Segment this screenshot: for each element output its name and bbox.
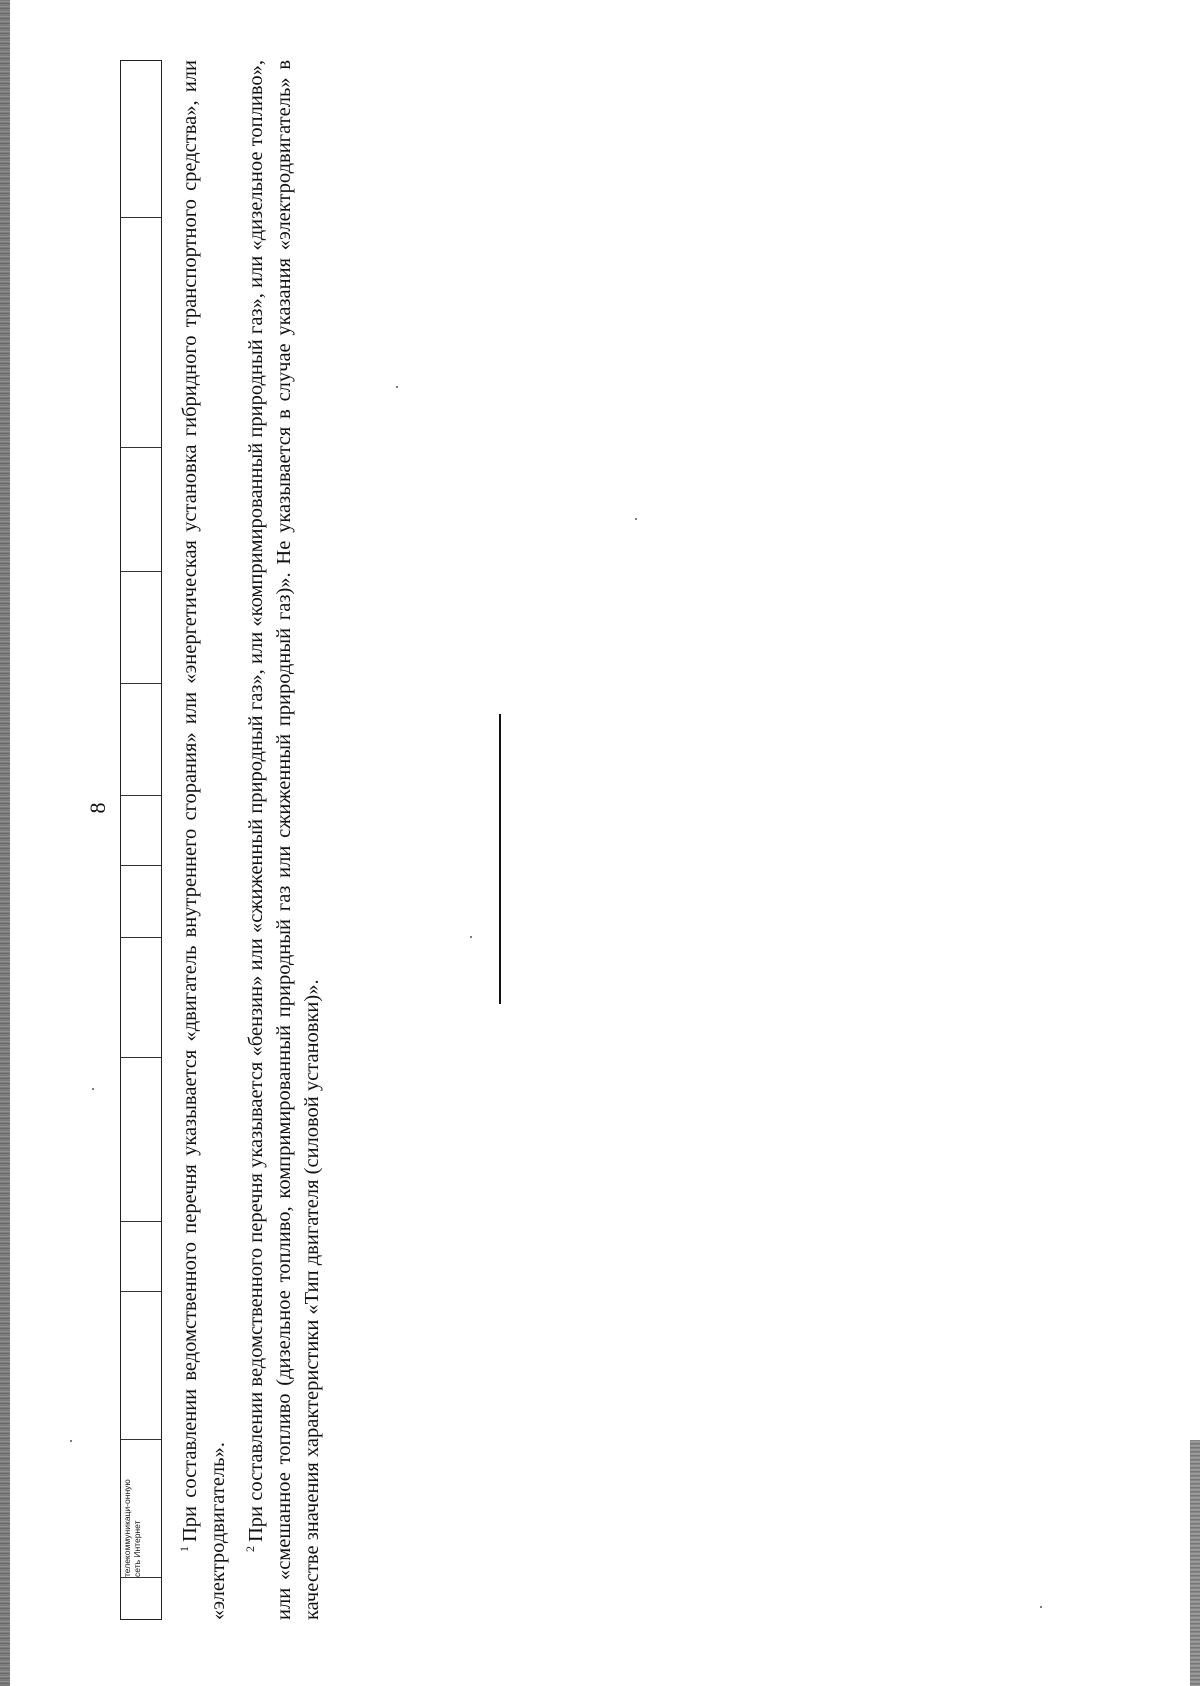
table-cell [121,1291,161,1439]
scan-speck [396,386,398,388]
scan-speck [635,518,637,520]
table-cell [121,1057,161,1221]
table-cell [121,217,161,447]
table-row [120,60,162,1620]
scan-speck [70,1440,72,1442]
footnote-text: При составлении ведомственного перечня указывается «бензин» или «сжиженный природный газ», или «компримированный природный газ», или «дизельное топливо», или «смешанное топливо (дизельное топливо, компримированный природный газ или сжиженный природный газ)». Не указывается в случае указания «электродвигатель» в качестве значения характеристики «Тип двигателя (силовой установки)». [245,60,323,1620]
rotated-page-content [120,60,330,1620]
table-cell [121,937,161,1057]
footnote-1 [170,60,232,1620]
footnote-marker: 2 [243,1546,257,1552]
footnote-marker: 1 [177,1546,191,1552]
page-number: 8 [85,802,110,814]
scan-edge-right [1190,1440,1200,1686]
scan-speck [92,1088,94,1090]
footnotes [170,60,326,1620]
footnote-text: При составлении ведомственного перечня указывается «двигатель внутреннего сгорания» или «энергетическая установка гибридного транспортного средства», или «электродвигатель». [179,60,229,1620]
table-cell [121,1577,161,1619]
table-cell [121,865,161,937]
scan-speck [1040,1606,1042,1608]
table-cell [121,795,161,865]
table-cell-text: телекоммуникаци-онную сеть Интернет [122,1479,142,1577]
scan-edge-left [0,0,10,1686]
table-cell [121,683,161,795]
table-cell [121,447,161,571]
footnote-2 [236,60,326,1620]
scan-speck [470,936,472,938]
table-cell [121,59,161,217]
table-cell [121,1221,161,1291]
separator-line [499,714,501,1004]
table-cell [121,571,161,683]
